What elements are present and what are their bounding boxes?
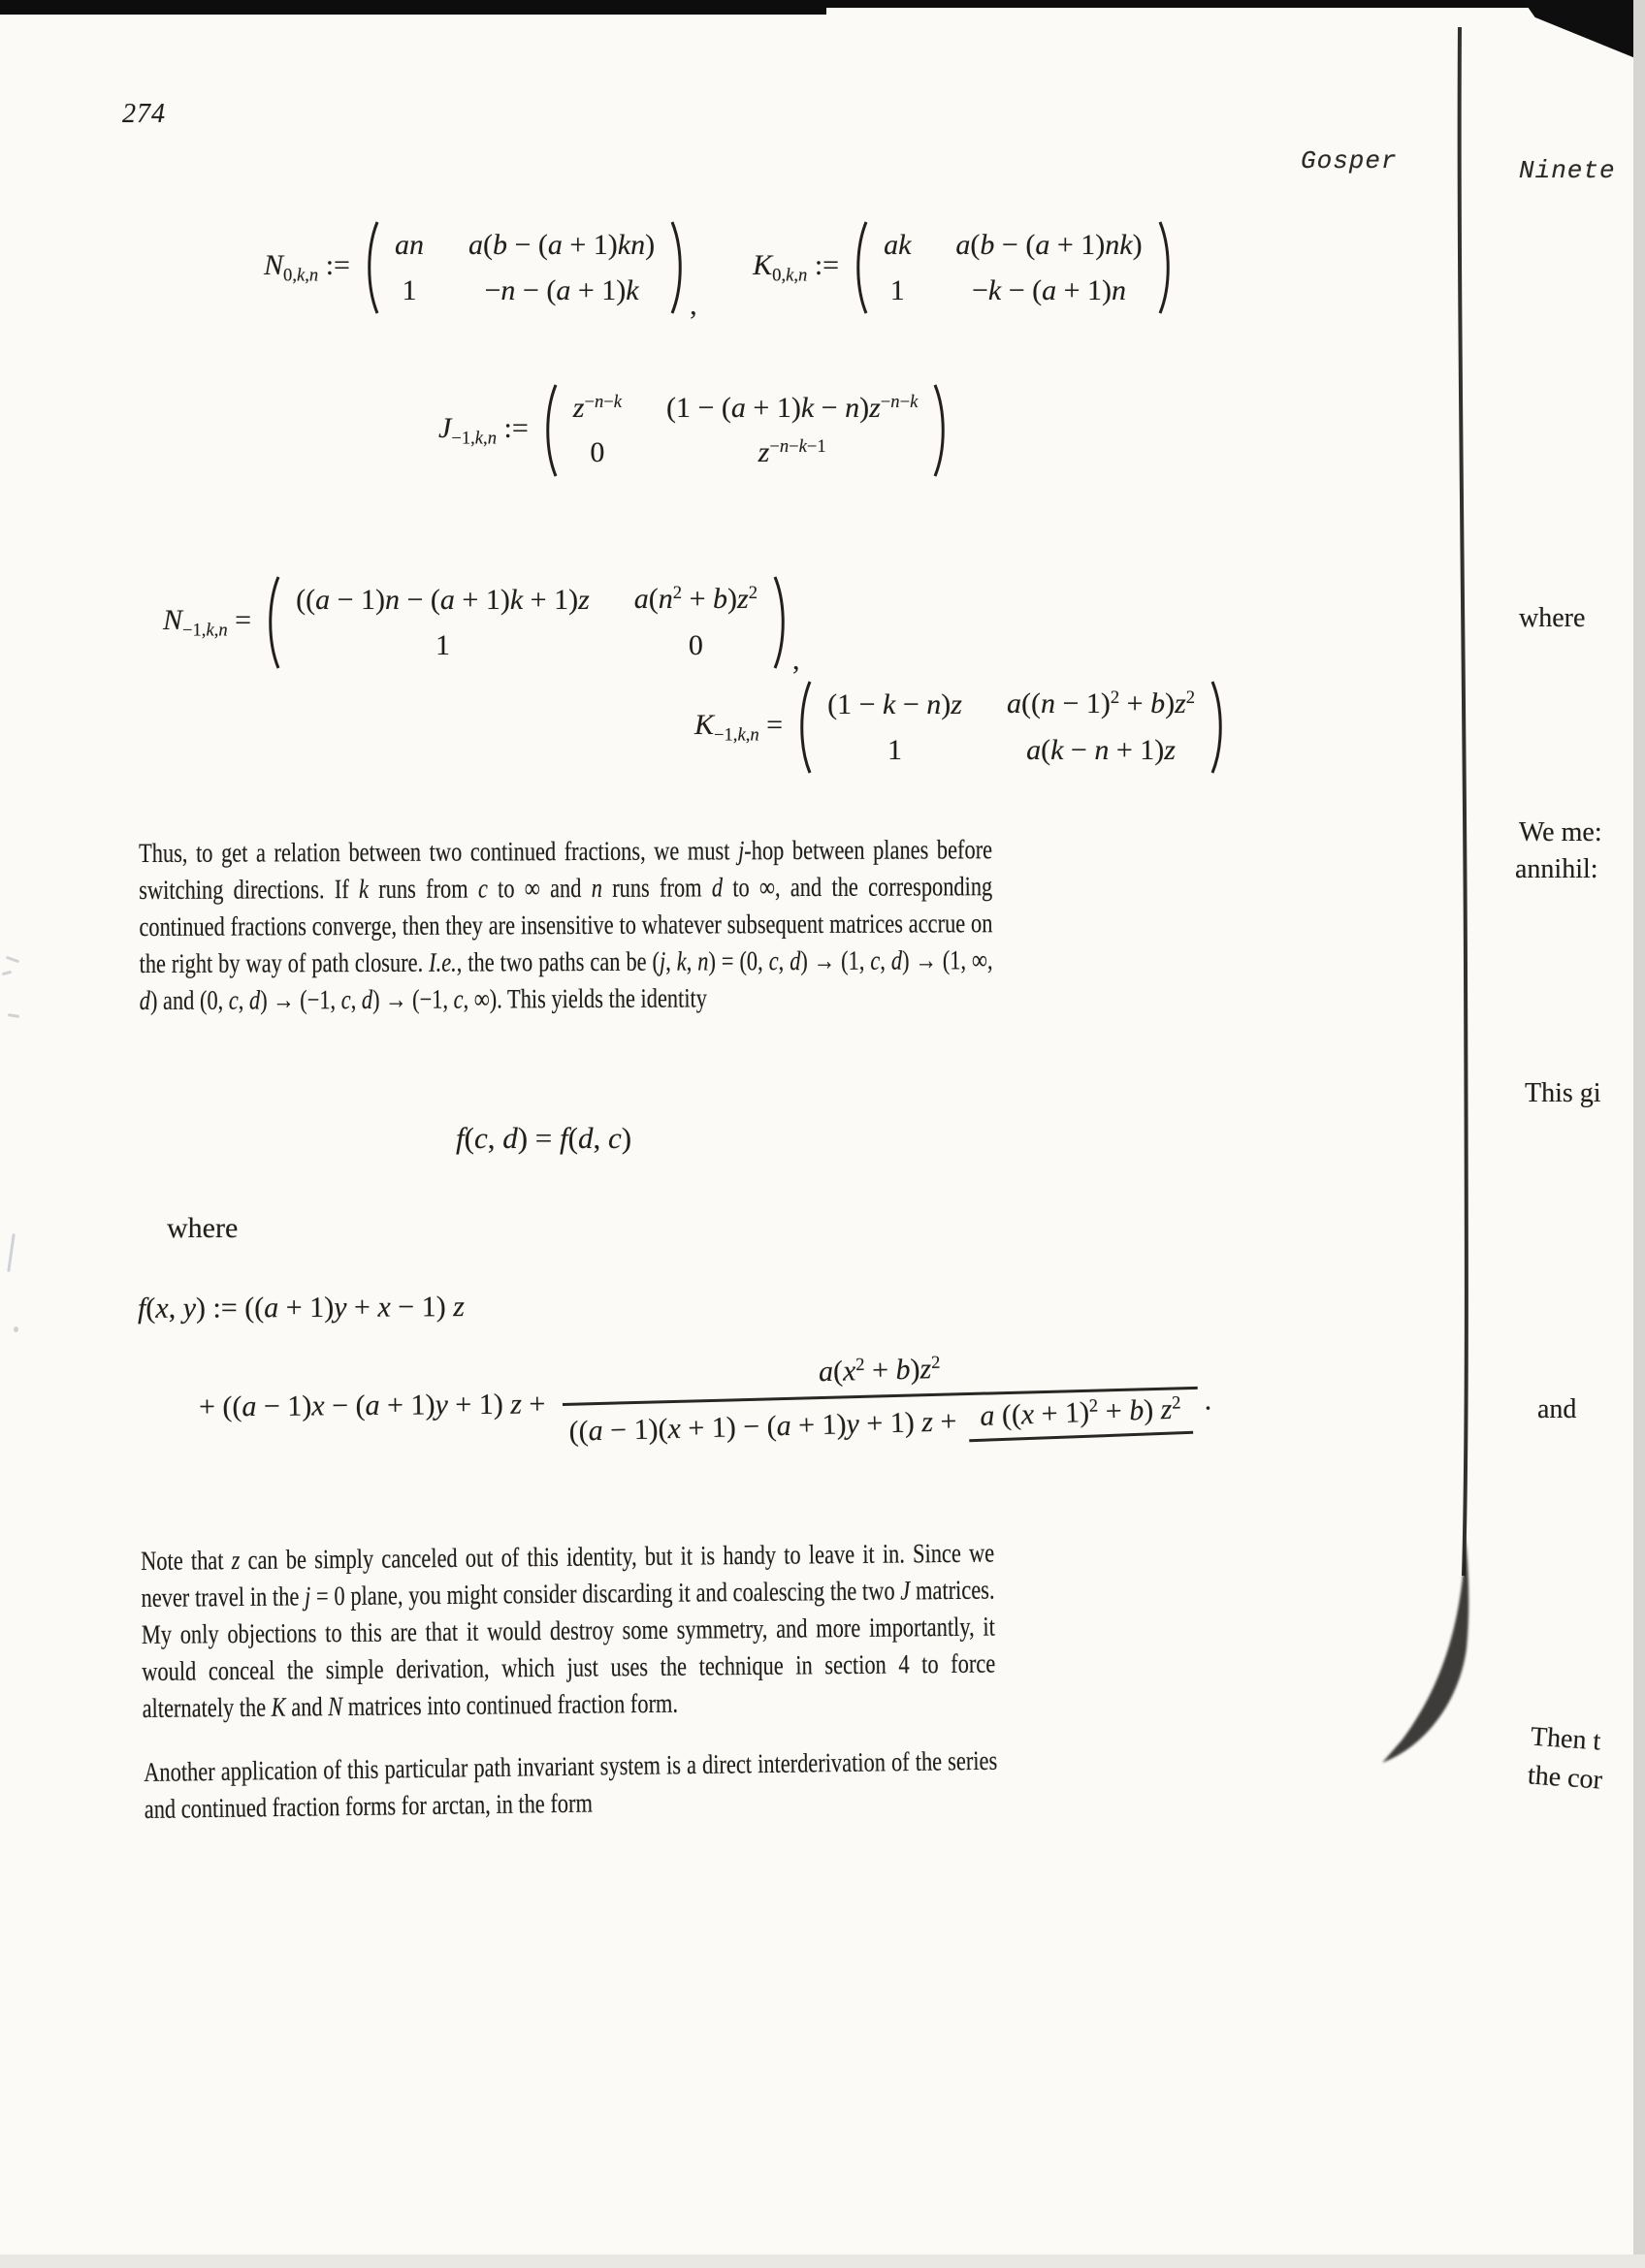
matrix-cell: a(k − n + 1)z [1026,733,1176,766]
equation-row-N0-K0 [264,219,1176,321]
right-paren [668,219,688,316]
matrix-N-1 [263,574,790,671]
margin-fragment-and: and [1537,1394,1577,1424]
identity-equation: f(c, d) = f(d, c) [456,1121,632,1155]
matrix-K0 [851,219,1176,316]
denominator-text: ((a − 1)(x + 1) − (a + 1)y + 1) z + [568,1405,958,1449]
left-paren [263,574,282,671]
matrix-cell: an [394,228,424,261]
margin-fragment-then-t: Then t [1530,1721,1602,1757]
formula-line-1: f(x, y) := ((a + 1)y + x − 1) z [137,1291,465,1325]
equation-lhs: $N_{-1,k,n}$ = [163,603,252,641]
equation-K0 [753,219,1175,316]
scan-smudge [6,956,19,964]
where-label: where [167,1212,239,1244]
matrix-cell: $a(n^2 + b)z^2$ [633,583,758,616]
matrix-cell: 1 [887,733,903,766]
separator-comma: , [791,644,800,676]
margin-fragment-annihil: annihil: [1515,854,1598,884]
left-paren [362,219,381,316]
next-page-header: Ninete [1519,156,1616,185]
continued-fraction-term: a $((x + 1)^2 + b)$ $z^2$ [968,1392,1194,1443]
right-paren [771,574,790,671]
right-paren [931,382,951,479]
equation-lhs: $K_{-1,k,n}$ = [694,708,784,746]
scan-corner-wedge [1523,0,1645,62]
margin-fragment-where: where [1519,603,1586,633]
matrix-cell: 1 [435,628,450,661]
equation-K-1 [694,679,1228,776]
sentence-period: . [1204,1384,1212,1417]
fraction-numerator: $a(x^2 + b)z^2$ [818,1352,941,1389]
scan-smudge [2,971,12,975]
equation-N0 [264,219,697,321]
matrix-cell: $z^{-n-k}$ [572,391,622,425]
left-paren [540,382,560,479]
page-number: 274 [122,99,166,129]
matrix-N0 [362,219,688,316]
right-paren [1209,679,1228,776]
matrix-cell: (1 − k − n)z [827,687,962,720]
scan-right-edge [1633,0,1645,2268]
equation-lhs: $K_{0,k,n}$ := [753,248,840,286]
margin-fragment-this-gi: This gi [1525,1078,1601,1108]
scan-smudge [8,1013,19,1018]
scan-smudge [14,1326,18,1332]
scan-bottom-edge [0,2254,1645,2268]
continued-fraction [562,1346,1200,1458]
matrix-cell: a(b − (a + 1)kn) [468,228,656,261]
paragraph-thus: Thus, to get a relation between two continued fractions, we must j-hop between planes before switching directions. If k runs from c to ∞ and n runs from d to ∞, and the corresponding continued fractions converge, then they are insensitive to whatever subsequent matrices accrue on the right by way of path closure. I.e., the two paths can be (j, k, n) = (0, c, d) → (1, c, d) → (1, ∞, d) and (0, c, d) → (−1, c, d) → (−1, c, ∞). This yields the identity [139,835,993,1016]
matrix-cell: 1 [889,273,905,306]
matrix-cell: −n − (a + 1)k [484,273,639,306]
paragraph-another: Another application of this particular path invariant system is a direct interderivation of the series and continued fraction forms for arctan, in the form [144,1745,998,1825]
right-paren [1156,219,1176,316]
running-header: Gosper [1301,146,1398,176]
scan-top-bar-thick [0,0,826,15]
paragraph-note: Note that z can be simply canceled out of this identity, but it is handy to leave it in. Since we never travel in the j = 0 plane, you might consider discarding it and coalescing the two J matrices. My only objections to this are that it would destroy some symmetry, and more importantly, it would conceal the simple derivation, which just uses the technique in section 4 to force alternately the K and N matrices into continued fraction form. [141,1538,996,1724]
left-paren [851,219,870,316]
matrix-cell: ak [884,228,912,261]
left-paren [794,679,814,776]
separator-comma: , [690,289,697,321]
equation-lhs: $N_{0,k,n}$ := [264,248,350,286]
margin-fragment-we-me: We me: [1519,817,1602,847]
formula-line-2 [199,1351,1212,1455]
matrix-K-1 [794,679,1228,776]
matrix-cell: 0 [688,628,703,661]
matrix-cell: $(1 - (a + 1)k - n)z^{-n-k}$ [666,391,919,425]
matrix-cell: $a((n - 1)^2 + b)z^2$ [1006,687,1196,720]
fraction-denominator [563,1387,1200,1457]
formula-line2-prefix: + ((a − 1)x − (a + 1)y + 1) z + [198,1388,546,1423]
matrix-cell: 1 [402,273,417,306]
scan-smudge [7,1233,16,1272]
equation-N-1 [163,574,800,676]
matrix-cell: a(b − (a + 1)nk) [955,228,1143,261]
matrix-cell: $z^{-n-k-1}$ [758,435,826,469]
margin-fragment-the-cor: the cor [1527,1760,1603,1796]
matrix-cell: ((a − 1)n − (a + 1)k + 1)z [296,583,590,616]
matrix-J [540,382,952,479]
equation-J [438,382,951,479]
matrix-cell: 0 [590,436,605,468]
matrix-cell: −k − (a + 1)n [971,273,1127,306]
equation-lhs: $J_{-1,k,n}$ := [438,411,529,449]
